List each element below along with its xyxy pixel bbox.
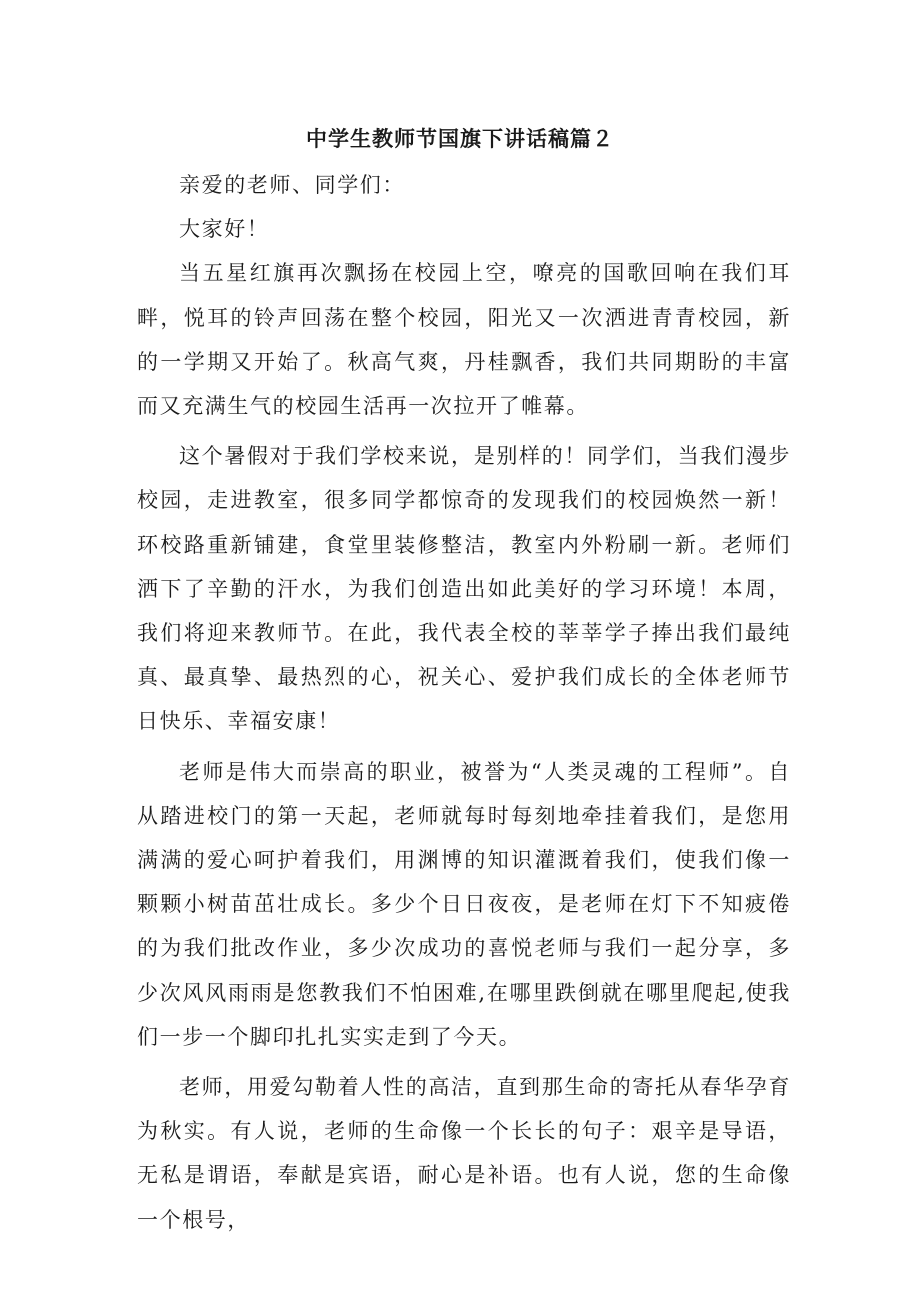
paragraph-4: 老师，用爱勾勒着人性的高洁，直到那生命的寄托从春华孕育为秋实。有人说，老师的生命像一个长长的句子：艰辛是导语，无私是谓语，奉献是宾语，耐心是补语。也有人说，您的生命像一个根号，	[137, 1075, 791, 1232]
document-title: 中学生教师节国旗下讲话稿篇２	[306, 126, 614, 151]
paragraph-3: 老师是伟大而崇高的职业，被誉为“人类灵魂的工程师”。自从踏进校门的第一天起，老师就每时每刻地牵挂着我们，是您用满满的爱心呵护着我们，用渊博的知识灌溉着我们，使我们像一颗颗小树苗茁壮成长。多少个日日夜夜，是老师在灯下不知疲倦的为我们批改作业，多少次成功的喜悦老师与我们一起分享，多少次风风雨雨是您教我们不怕困难,在哪里跌倒就在哪里爬起,使我们一步一个脚印扎扎实实走到了今天。	[137, 759, 791, 1049]
paragraph-1: 当五星红旗再次飘扬在校园上空，嘹亮的国歌回响在我们耳畔，悦耳的铃声回荡在整个校园，阳光又一次洒进青青校园，新的一学期又开始了。秋高气爽，丹桂飘香，我们共同期盼的丰富而又充满生气的校园生活再一次拉开了帷幕。	[137, 261, 791, 419]
document-body	[137, 163, 791, 1242]
paragraph-2: 这个暑假对于我们学校来说，是别样的！同学们，当我们漫步校园，走进教室，很多同学都惊奇的发现我们的校园焕然一新！环校路重新铺建，食堂里装修整洁，教室内外粉刷一新。老师们洒下了辛勤的汗水，为我们创造出如此美好的学习环境！本周，我们将迎来教师节。在此，我代表全校的莘莘学子捧出我们最纯真、最真挚、最热烈的心，祝关心、爱护我们成长的全体老师节日快乐、幸福安康！	[137, 444, 791, 734]
salutation: 亲爱的老师、同学们：	[179, 173, 405, 197]
greeting: 大家好！	[179, 217, 270, 242]
